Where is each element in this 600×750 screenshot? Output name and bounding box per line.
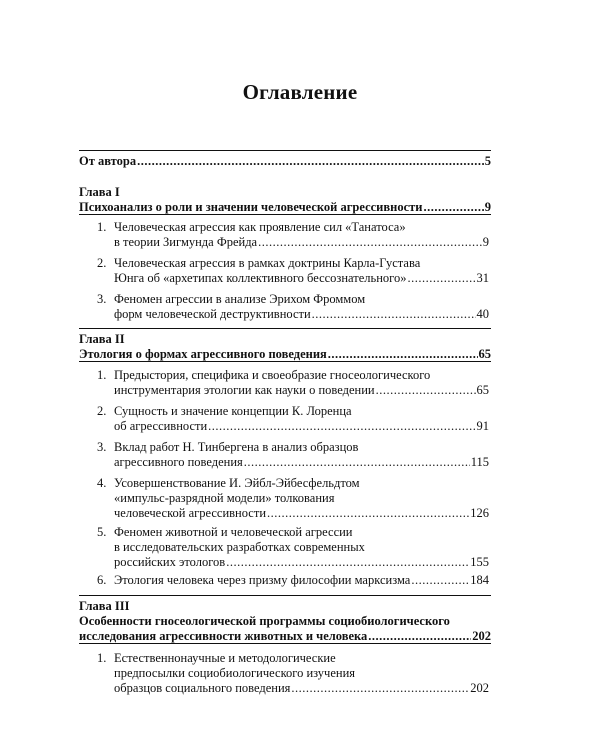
- entry-number: 1.: [97, 651, 107, 665]
- toc-entry[interactable]: 1. Человеческая агрессия как проявление сил «Танатоса» в теории Зигмунда Фрейда ..... 9: [114, 220, 489, 250]
- page-number: 184: [470, 573, 489, 587]
- page-number: 65: [478, 347, 491, 361]
- leader-dots: [407, 271, 475, 286]
- page-number: 9: [484, 200, 491, 214]
- entry-number: 5.: [97, 525, 107, 539]
- leader-dots: [258, 235, 482, 250]
- chapter-heading: Глава II: [79, 332, 125, 346]
- leader-dots: [226, 555, 469, 570]
- chapter-heading: Глава III: [79, 599, 130, 613]
- toc-entry[interactable]: 1. Естественнонаучные и методологические предпосылки социобиологического изучения образцов социального поведения ..... 202: [114, 651, 489, 696]
- toc-entry[interactable]: 4. Усовершенствование И. Эйбл-Эйбесфельдтом «импульс-разрядной модели» толкования человеческой агрессивности ..... 126: [114, 476, 489, 521]
- toc-entry[interactable]: 3. Феномен агрессии в анализе Эрихом Фроммом форм человеческой деструктивности ..... 40: [114, 292, 489, 322]
- chapter-3: [79, 599, 491, 644]
- divider: [79, 214, 491, 215]
- page-number: 5: [484, 154, 491, 168]
- entry-number: 1.: [97, 220, 107, 234]
- entry-number: 3.: [97, 440, 107, 454]
- page-number: 40: [476, 307, 489, 321]
- chapter-title[interactable]: Этология о формах агрессивного поведения ..... 65: [79, 347, 491, 362]
- toc-entry-from-author[interactable]: [79, 154, 491, 169]
- chapter-title: Особенности гносеологической программы социобиологического: [79, 614, 450, 628]
- page-number: 202: [472, 629, 491, 643]
- toc-entry[interactable]: 1. Предыстория, специфика и своеобразие гносеологического инструментария этологии как науки о поведении ..... 65: [114, 368, 489, 398]
- entry-number: 2.: [97, 404, 107, 418]
- page-number: 126: [470, 506, 489, 520]
- leader-dots: [328, 347, 478, 362]
- leader-dots: [368, 629, 471, 644]
- chapter-title[interactable]: исследования агрессивности животных и человека ..... 202: [79, 629, 491, 644]
- divider: [79, 328, 491, 329]
- leader-dots: [312, 307, 476, 322]
- leader-dots: [411, 573, 469, 588]
- chapter-title[interactable]: Психоанализ о роли и значении человеческой агрессивности ..... 9: [79, 200, 491, 215]
- page-number: 155: [470, 555, 489, 569]
- leader-dots: [376, 383, 476, 398]
- leader-dots: [423, 200, 483, 215]
- entry-label: От автора: [79, 154, 137, 168]
- leader-dots: [244, 455, 470, 470]
- leader-dots: [208, 419, 475, 434]
- page-number: 91: [476, 419, 489, 433]
- divider: [79, 595, 491, 596]
- page-number: 115: [470, 455, 489, 469]
- entry-number: 1.: [97, 368, 107, 382]
- page-title: Оглавление: [242, 80, 358, 104]
- toc-entry[interactable]: 2. Человеческая агрессия в рамках доктрины Карла-Густава Юнга об «архетипах коллективного бессознательного» ..... 31: [114, 256, 489, 286]
- chapter-1: [79, 185, 491, 215]
- page-number: 202: [470, 681, 489, 695]
- entry-number: 2.: [97, 256, 107, 270]
- chapter-2: [79, 332, 491, 362]
- entry-number: 6.: [97, 573, 107, 587]
- toc-entry[interactable]: 3. Вклад работ Н. Тинбергена в анализ образцов агрессивного поведения ..... 115: [114, 440, 489, 470]
- page-number: 65: [476, 383, 489, 397]
- toc-entry[interactable]: 6. Этология человека через призму философии марксизма ..... 184: [114, 573, 489, 588]
- leader-dots: [137, 154, 484, 169]
- page-number: 31: [476, 271, 489, 285]
- chapter-heading: Глава I: [79, 185, 120, 199]
- leader-dots: [291, 681, 469, 696]
- divider: [79, 150, 491, 151]
- toc-entry[interactable]: 5. Феномен животной и человеческой агрессии в исследовательских разработках современных российских этологов ..... 155: [114, 525, 489, 570]
- divider: [79, 361, 491, 362]
- leader-dots: [267, 506, 469, 521]
- divider: [79, 643, 491, 644]
- entry-number: 4.: [97, 476, 107, 490]
- entry-number: 3.: [97, 292, 107, 306]
- page-number: 9: [482, 235, 489, 249]
- toc-entry[interactable]: 2. Сущность и значение концепции К. Лоренца об агрессивности ..... 91: [114, 404, 489, 434]
